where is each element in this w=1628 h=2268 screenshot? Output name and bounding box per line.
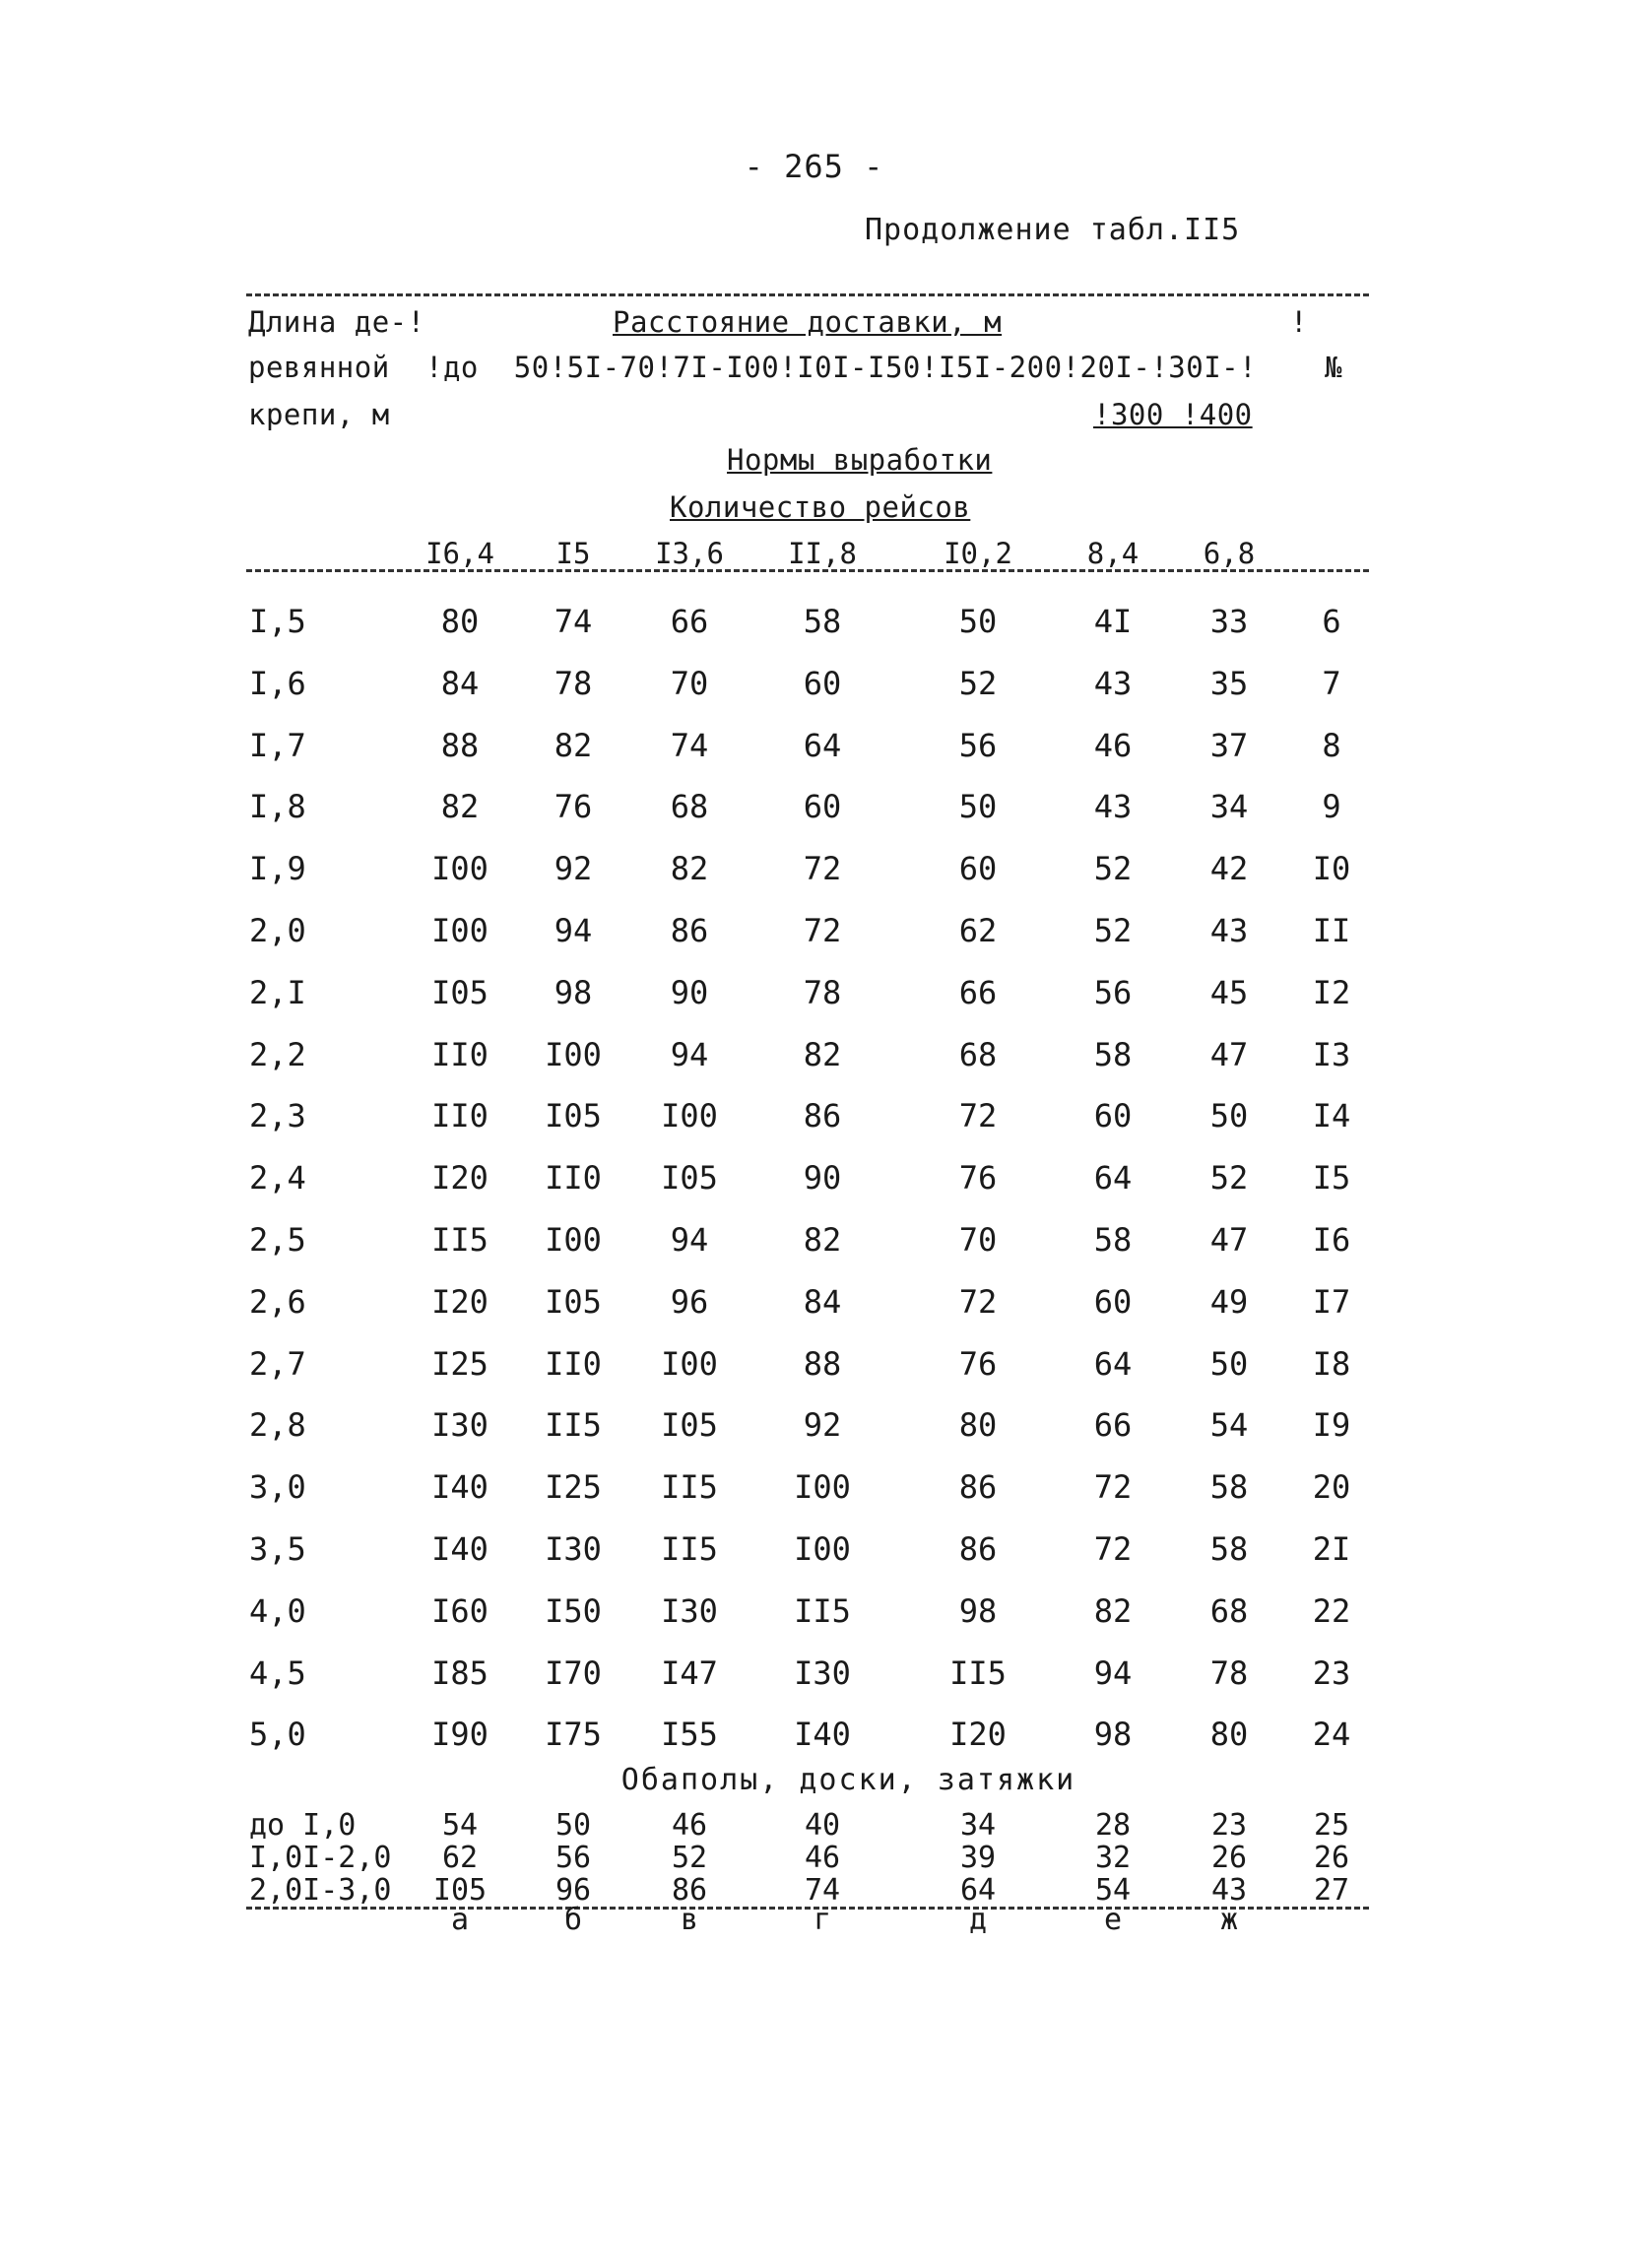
- row-number: 7: [1322, 665, 1341, 702]
- table-cell: I05: [431, 974, 488, 1011]
- table-cell: I00: [661, 1345, 718, 1383]
- table-cell: 60: [1093, 1097, 1133, 1134]
- table-cell: I90: [431, 1716, 488, 1753]
- table-cell: 50: [958, 603, 998, 640]
- table-cell: 76: [958, 1159, 998, 1197]
- row-label: I,8: [249, 788, 306, 825]
- table-cell: I05: [545, 1283, 602, 1321]
- trips-cell: 6,8: [1203, 537, 1256, 570]
- trips-cell: 8,4: [1086, 537, 1140, 570]
- table-cell: I40: [794, 1716, 851, 1753]
- table-cell: I05: [661, 1406, 718, 1444]
- table-cell: I30: [431, 1406, 488, 1444]
- section2-cell: 96: [554, 1873, 592, 1908]
- table-cell: II5: [545, 1406, 602, 1444]
- table-cell: 70: [670, 665, 709, 702]
- row-label: 4,0: [249, 1592, 306, 1630]
- row-number: I4: [1312, 1097, 1351, 1134]
- table-cell: 58: [1209, 1468, 1249, 1506]
- table-cell: 35: [1209, 665, 1249, 702]
- row-number: I2: [1312, 974, 1351, 1011]
- table-cell: 70: [958, 1221, 998, 1259]
- section2-cell: 26: [1210, 1841, 1248, 1875]
- table-cell: I30: [794, 1654, 851, 1692]
- table-cell: 66: [1093, 1406, 1133, 1444]
- header-distance-ranges: !до 50!5I-70!7I-I00!I0I-I50!I5I-200!20I-!30I-!: [425, 351, 1258, 384]
- column-letter: г: [813, 1903, 832, 1937]
- table-cell: 94: [670, 1221, 709, 1259]
- table-cell: 68: [1209, 1592, 1249, 1630]
- section2-cell: 46: [671, 1808, 708, 1843]
- trips-cell: I3,6: [655, 537, 724, 570]
- table-cell: II5: [661, 1468, 718, 1506]
- table-cell: 92: [803, 1406, 842, 1444]
- table-cell: I00: [545, 1036, 602, 1073]
- section2-row-label: I,0I-2,0: [249, 1841, 392, 1875]
- section2-title: Обаполы, доски, затяжки: [620, 1763, 1076, 1797]
- table-cell: 72: [1093, 1468, 1133, 1506]
- header-norms-title: Нормы выработки: [727, 443, 993, 477]
- header-distance-title: Расстояние доставки, м: [613, 305, 1003, 339]
- table-cell: 58: [803, 603, 842, 640]
- table-cell: 82: [554, 727, 593, 764]
- table-cell: 58: [1093, 1221, 1133, 1259]
- row-number: I6: [1312, 1221, 1351, 1259]
- table-cell: 98: [554, 974, 593, 1011]
- table-cell: I00: [431, 850, 488, 887]
- table-cell: 66: [958, 974, 998, 1011]
- table-cell: II0: [431, 1036, 488, 1073]
- row-label: 5,0: [249, 1716, 306, 1753]
- row-label: 2,I: [249, 974, 306, 1011]
- section2-cell: 62: [441, 1841, 479, 1875]
- table-cell: I60: [431, 1592, 488, 1630]
- table-cell: 84: [803, 1283, 842, 1321]
- table-cell: 50: [1209, 1345, 1249, 1383]
- table-cell: 86: [803, 1097, 842, 1134]
- row-number: II: [1312, 912, 1351, 949]
- table-cell: 82: [803, 1221, 842, 1259]
- table-cell: II5: [661, 1530, 718, 1568]
- table-cell: 33: [1209, 603, 1249, 640]
- table-cell: 88: [803, 1345, 842, 1383]
- table-cell: 80: [958, 1406, 998, 1444]
- section2-row-label: до I,0: [249, 1808, 357, 1843]
- row-label: 3,0: [249, 1468, 306, 1506]
- table-cell: 47: [1209, 1221, 1249, 1259]
- table-cell: I00: [661, 1097, 718, 1134]
- table-cell: 50: [958, 788, 998, 825]
- section2-cell: 50: [554, 1808, 592, 1843]
- section2-cell: 46: [804, 1841, 841, 1875]
- table-cell: 56: [1093, 974, 1133, 1011]
- row-label: 2,0: [249, 912, 306, 949]
- column-letter: б: [563, 1903, 583, 1937]
- table-cell: 82: [803, 1036, 842, 1073]
- section2-cell: 43: [1210, 1873, 1248, 1908]
- table-cell: 82: [670, 850, 709, 887]
- table-cell: 80: [440, 603, 480, 640]
- table-cell: 60: [1093, 1283, 1133, 1321]
- row-number: 24: [1312, 1716, 1351, 1753]
- trips-cell: I0,2: [944, 537, 1012, 570]
- section2-cell: 64: [959, 1873, 997, 1908]
- section2-cell: 40: [804, 1808, 841, 1843]
- table-cell: I50: [545, 1592, 602, 1630]
- table-cell: 74: [670, 727, 709, 764]
- row-label: 2,7: [249, 1345, 306, 1383]
- table-cell: I55: [661, 1716, 718, 1753]
- table-cell: II5: [431, 1221, 488, 1259]
- table-cell: 60: [958, 850, 998, 887]
- top-rule: [246, 293, 1369, 296]
- table-cell: I00: [794, 1530, 851, 1568]
- row-number: I7: [1312, 1283, 1351, 1321]
- row-number: 9: [1322, 788, 1341, 825]
- table-cell: 90: [803, 1159, 842, 1197]
- trips-cell: I5: [555, 537, 591, 570]
- table-cell: 54: [1209, 1406, 1249, 1444]
- table-cell: I40: [431, 1468, 488, 1506]
- table-cell: I05: [661, 1159, 718, 1197]
- table-cell: 60: [803, 788, 842, 825]
- row-label: I,5: [249, 603, 306, 640]
- section2-cell: 28: [1094, 1808, 1132, 1843]
- header-bang: !: [1290, 305, 1308, 339]
- row-label: 2,8: [249, 1406, 306, 1444]
- table-cell: II5: [949, 1654, 1007, 1692]
- table-cell: 72: [958, 1097, 998, 1134]
- table-cell: 78: [803, 974, 842, 1011]
- section2-row-number: 26: [1313, 1841, 1350, 1875]
- column-letter: д: [968, 1903, 988, 1937]
- trips-cell: I6,4: [425, 537, 494, 570]
- table-cell: 68: [958, 1036, 998, 1073]
- table-cell: 78: [1209, 1654, 1249, 1692]
- table-cell: 46: [1093, 727, 1133, 764]
- section2-cell: 34: [959, 1808, 997, 1843]
- table-cell: 88: [440, 727, 480, 764]
- header-row3-left: крепи, м: [248, 398, 390, 431]
- page-number: - 265 -: [744, 148, 884, 185]
- table-cell: 78: [554, 665, 593, 702]
- row-number: I5: [1312, 1159, 1351, 1197]
- table-cell: 52: [1093, 912, 1133, 949]
- row-number: I8: [1312, 1345, 1351, 1383]
- column-letter: в: [680, 1903, 699, 1937]
- row-number: 20: [1312, 1468, 1351, 1506]
- table-cell: 64: [803, 727, 842, 764]
- section2-row-number: 25: [1313, 1808, 1350, 1843]
- table-cell: 60: [803, 665, 842, 702]
- header-trips-title: Количество рейсов: [670, 490, 971, 524]
- table-cell: 80: [1209, 1716, 1249, 1753]
- row-number: I0: [1312, 850, 1351, 887]
- table-cell: 72: [1093, 1530, 1133, 1568]
- table-cell: 66: [670, 603, 709, 640]
- table-cell: I20: [431, 1283, 488, 1321]
- table-cell: 86: [670, 912, 709, 949]
- column-letter: а: [450, 1903, 470, 1937]
- row-number: 8: [1322, 727, 1341, 764]
- row-label: 2,5: [249, 1221, 306, 1259]
- section2-cell: 86: [671, 1873, 708, 1908]
- table-cell: 43: [1093, 665, 1133, 702]
- table-cell: 84: [440, 665, 480, 702]
- table-cell: 94: [670, 1036, 709, 1073]
- table-cell: 43: [1209, 912, 1249, 949]
- table-cell: 76: [958, 1345, 998, 1383]
- table-cell: 86: [958, 1530, 998, 1568]
- table-cell: 47: [1209, 1036, 1249, 1073]
- row-label: 2,6: [249, 1283, 306, 1321]
- row-label: I,6: [249, 665, 306, 702]
- section2-row-number: 27: [1313, 1873, 1350, 1908]
- header-bottom-rule: [246, 569, 1369, 572]
- table-cell: I25: [431, 1345, 488, 1383]
- table-cell: 76: [554, 788, 593, 825]
- table-cell: 62: [958, 912, 998, 949]
- table-cell: I00: [431, 912, 488, 949]
- section2-cell: 54: [441, 1808, 479, 1843]
- table-cell: 98: [958, 1592, 998, 1630]
- table-cell: 98: [1093, 1716, 1133, 1753]
- table-cell: I30: [545, 1530, 602, 1568]
- header-row2-left: ревянной: [248, 351, 390, 384]
- header-row1-left: Длина де-!: [248, 305, 425, 339]
- row-number: 23: [1312, 1654, 1351, 1692]
- table-cell: 72: [803, 850, 842, 887]
- table-cell: 42: [1209, 850, 1249, 887]
- trips-cell: II,8: [788, 537, 857, 570]
- table-cell: 64: [1093, 1159, 1133, 1197]
- section2-cell: 56: [554, 1841, 592, 1875]
- table-cell: 68: [670, 788, 709, 825]
- table-cell: 52: [958, 665, 998, 702]
- table-cell: I70: [545, 1654, 602, 1692]
- section2-cell: 52: [671, 1841, 708, 1875]
- section2-cell: 54: [1094, 1873, 1132, 1908]
- column-letter: е: [1103, 1903, 1123, 1937]
- table-cell: 90: [670, 974, 709, 1011]
- row-label: I,7: [249, 727, 306, 764]
- table-cell: 72: [803, 912, 842, 949]
- table-cell: 34: [1209, 788, 1249, 825]
- table-cell: 43: [1093, 788, 1133, 825]
- row-number: 2I: [1312, 1530, 1351, 1568]
- column-letter: ж: [1219, 1903, 1239, 1937]
- table-cell: 82: [1093, 1592, 1133, 1630]
- section2-cell: 74: [804, 1873, 841, 1908]
- table-cell: I00: [794, 1468, 851, 1506]
- table-cell: I05: [545, 1097, 602, 1134]
- table-cell: 58: [1209, 1530, 1249, 1568]
- table-cell: 94: [1093, 1654, 1133, 1692]
- table-cell: 58: [1093, 1036, 1133, 1073]
- table-cell: 82: [440, 788, 480, 825]
- row-number: 6: [1322, 603, 1341, 640]
- table-cell: I00: [545, 1221, 602, 1259]
- row-label: 2,2: [249, 1036, 306, 1073]
- row-label: 4,5: [249, 1654, 306, 1692]
- row-number: I3: [1312, 1036, 1351, 1073]
- table-cell: I25: [545, 1468, 602, 1506]
- table-cell: 56: [958, 727, 998, 764]
- table-cell: I75: [545, 1716, 602, 1753]
- section2-cell: 32: [1094, 1841, 1132, 1875]
- section2-cell: I05: [432, 1873, 488, 1908]
- section2-cell: 39: [959, 1841, 997, 1875]
- header-number-column: №: [1325, 351, 1342, 384]
- table-cell: II0: [545, 1345, 602, 1383]
- table-cell: 4I: [1093, 603, 1133, 640]
- table-continuation-caption: Продолжение табл.II5: [865, 213, 1241, 247]
- table-cell: 52: [1093, 850, 1133, 887]
- table-cell: 64: [1093, 1345, 1133, 1383]
- table-cell: I20: [431, 1159, 488, 1197]
- section2-cell: 23: [1210, 1808, 1248, 1843]
- table-cell: II5: [794, 1592, 851, 1630]
- header-range-tail: !300 !400: [1093, 398, 1253, 431]
- table-cell: 37: [1209, 727, 1249, 764]
- table-cell: 50: [1209, 1097, 1249, 1134]
- table-cell: 74: [554, 603, 593, 640]
- row-number: 22: [1312, 1592, 1351, 1630]
- table-cell: II0: [545, 1159, 602, 1197]
- table-cell: 94: [554, 912, 593, 949]
- table-cell: 86: [958, 1468, 998, 1506]
- row-label: 2,3: [249, 1097, 306, 1134]
- row-label: 2,4: [249, 1159, 306, 1197]
- table-cell: I40: [431, 1530, 488, 1568]
- table-cell: I85: [431, 1654, 488, 1692]
- row-number: I9: [1312, 1406, 1351, 1444]
- table-cell: 96: [670, 1283, 709, 1321]
- row-label: I,9: [249, 850, 306, 887]
- table-cell: I30: [661, 1592, 718, 1630]
- table-cell: 92: [554, 850, 593, 887]
- table-cell: I20: [949, 1716, 1007, 1753]
- row-label: 3,5: [249, 1530, 306, 1568]
- table-cell: 49: [1209, 1283, 1249, 1321]
- table-cell: 52: [1209, 1159, 1249, 1197]
- table-cell: II0: [431, 1097, 488, 1134]
- section2-row-label: 2,0I-3,0: [249, 1873, 392, 1908]
- table-cell: 72: [958, 1283, 998, 1321]
- table-cell: I47: [661, 1654, 718, 1692]
- table-cell: 45: [1209, 974, 1249, 1011]
